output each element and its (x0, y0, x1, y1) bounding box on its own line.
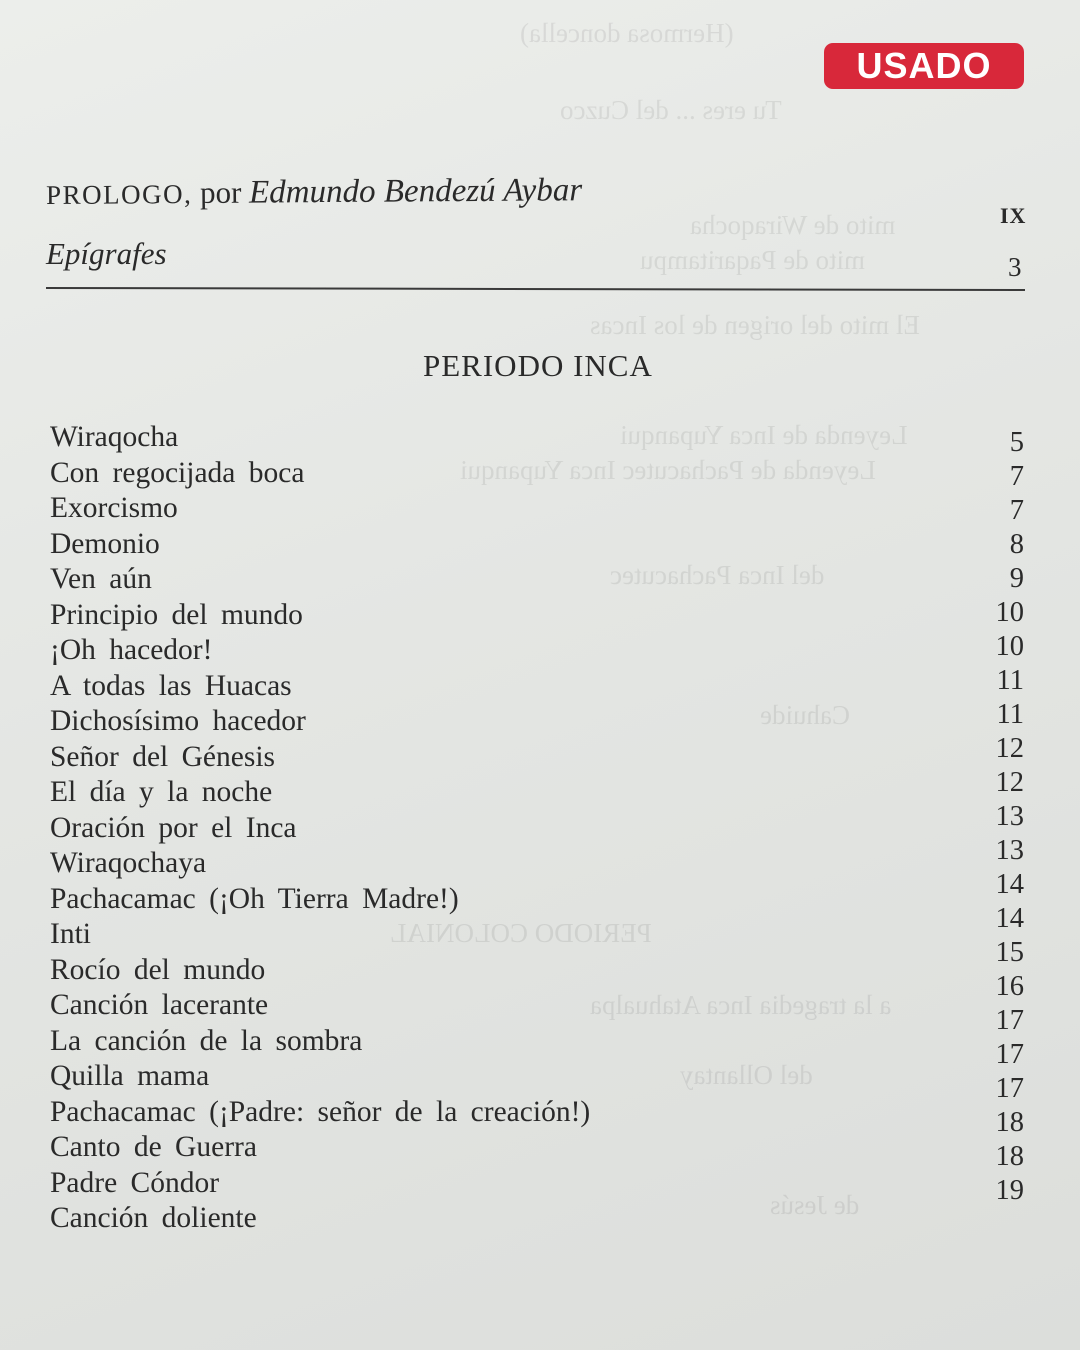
toc-page-number: 13 (995, 801, 1024, 832)
toc-page-number: 17 (995, 1005, 1024, 1036)
toc-entry-title: El día y la noche (50, 776, 273, 808)
toc-entry-title: La canción de la sombra (50, 1024, 363, 1057)
toc-page-number: 15 (995, 937, 1024, 968)
toc-page-number: 17 (995, 1073, 1024, 1104)
toc-entry-list (50, 420, 650, 1237)
used-condition-badge (824, 43, 1024, 89)
toc-page-number: 14 (995, 903, 1024, 934)
toc-entry-title: Ven aún (50, 563, 152, 595)
prologo-page-number: IX (1000, 203, 1027, 228)
toc-page-number: 5 (1009, 427, 1024, 458)
toc-page-number: 7 (1009, 461, 1024, 492)
toc-entry-title: Padre Cóndor (50, 1166, 220, 1199)
epigrafes-page-number: 3 (1008, 252, 1022, 282)
toc-entry-title: A todas las Huacas (50, 669, 292, 702)
toc-entry-title: Rocío del mundo (50, 953, 266, 986)
toc-page-number: 7 (1009, 495, 1024, 526)
toc-page-number: 13 (995, 835, 1024, 866)
toc-page-number: 9 (1009, 563, 1024, 594)
toc-page-number: 12 (995, 767, 1024, 798)
toc-entry-title: Inti (50, 918, 91, 950)
toc-entry-title: Dichosísimo hacedor (50, 705, 306, 737)
toc-entry-title: Pachacamac (¡Padre: señor de la creación!) (50, 1095, 591, 1128)
prologo-author: Edmundo Bendezú Aybar (248, 172, 583, 211)
toc-page-number: 18 (995, 1141, 1024, 1172)
toc-page-number: 10 (995, 597, 1024, 628)
prologo-by: por (199, 174, 242, 210)
toc-entry-title: Canción lacerante (50, 989, 269, 1021)
toc-page-number: 18 (995, 1107, 1024, 1138)
toc-page-number: 11 (996, 699, 1024, 730)
book-page: (Hermosa doncella) Tu eres ... del Cuzco mito de Wiraqocha mito de Paqaritampu El mito del origen de los Incas Leyenda de Inca Yupanqui Leyenda de Pachacutec Inca Yupanqui del Inca Pachacutec Cahuide PERIODO COLONIAL a la tragedia Inca Atahualpa del Ollantay de Jesús USADO PROLOGO, por Edmundo Bendezú Aybar IX Epígrafes 3 PERIODO INCA Wiraqocha Con regocijada boca Exorcismo Demonio Ven aún Principio del mundo ¡Oh hacedor! A todas las Huacas Dichosísimo hacedor Señor del Génesis El día y la noche Oración por el Inca Wiraqochaya Pachacamac (¡Oh Tierra Madre!) Inti Rocío del mundo Canción lacerante La canción de la sombra Quilla mama Pachacamac (¡Padre: señor de la creación!) Canto de Guerra Padre Cóndor Canción doliente 5 7 7 8 9 10 10 11 11 12 12 13 13 14 14 15 16 17 17 17 18 18 19 (0, 0, 1080, 1350)
toc-entry-title: Principio del mundo (50, 598, 303, 631)
toc-entry-title: Exorcismo (50, 492, 178, 524)
toc-entry-title: Con regocijada boca (50, 456, 305, 489)
toc-page-number: 16 (995, 971, 1024, 1002)
toc-page-number: 11 (996, 665, 1024, 696)
section-title: PERIODO INCA (423, 348, 653, 383)
divider-rule (46, 287, 1025, 291)
toc-entry-title: Demonio (50, 527, 160, 560)
toc-entry-title: Canto de Guerra (50, 1131, 257, 1163)
toc-page-number: 14 (995, 869, 1024, 900)
toc-entry-title: Wiraqochaya (50, 847, 207, 879)
epigrafes-label: Epígrafes (46, 236, 167, 271)
prologo-line (46, 172, 582, 213)
toc-page-number: 12 (995, 733, 1024, 764)
toc-entry-title: Wiraqocha (50, 421, 179, 453)
toc-entry-title: Señor del Génesis (50, 740, 276, 773)
toc-page-number: 17 (995, 1039, 1024, 1070)
toc-page-number-list (960, 426, 1024, 1208)
prologo-label: PROLOGO, (45, 178, 193, 210)
toc-page-number: 10 (995, 631, 1024, 662)
toc-entry-title: Canción doliente (50, 1202, 257, 1234)
toc-page-number: 19 (995, 1175, 1024, 1206)
toc-entry-title: Pachacamac (¡Oh Tierra Madre!) (50, 882, 459, 915)
badge-label: USADO (856, 45, 992, 86)
toc-page-number: 8 (1009, 529, 1024, 560)
toc-entry-title: ¡Oh hacedor! (50, 634, 213, 666)
toc-entry-title: Quilla mama (50, 1060, 210, 1092)
toc-entry-title: Oración por el Inca (50, 811, 297, 844)
